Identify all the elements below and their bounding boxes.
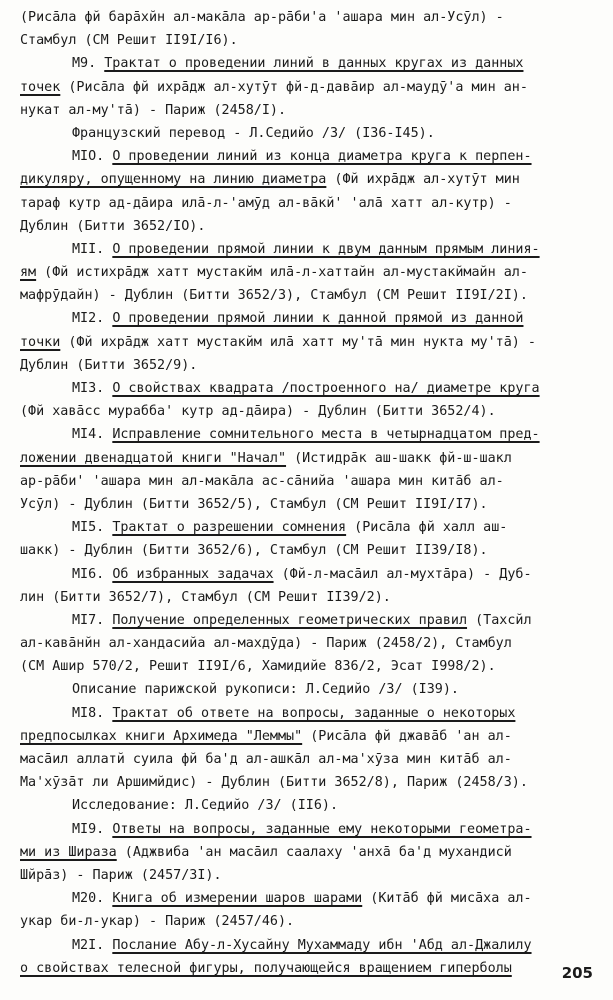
underlined-title-segment: О проведении прямой линии к данной прямой из данной [112, 311, 524, 327]
text-line [20, 748, 593, 771]
text-segment: МI5. [72, 520, 113, 536]
text-segment: (Фй-л-масāил ал-мухтāра) - Дуб- [273, 566, 532, 582]
text-line [20, 400, 593, 423]
text-segment: шакк) - Дублин (Битти 3652/6), Стамбул (СМ Решит II39/I8). [20, 543, 488, 559]
underlined-title-segment: Ответы на вопросы, заданные ему некоторыми геометра- [112, 821, 532, 837]
text-line [20, 957, 593, 980]
text-segment: МI4. [72, 427, 113, 443]
text-segment: Французский перевод - Л.Седийо /3/ (I36-I45). [72, 125, 435, 141]
text-line [20, 29, 593, 52]
text-line [20, 238, 593, 261]
text-segment: ал-кавāнйн ал-хандасийа ал-махдӯда) - Париж (2458/2), Стамбул [20, 636, 512, 652]
text-line [20, 516, 593, 539]
text-segment: Исследование: Л.Седийо /3/ (II6). [72, 798, 339, 814]
text-segment: МIO. [72, 149, 113, 165]
text-segment: (Фй ихрāдж ал-хутӯт мин [326, 172, 520, 188]
text-segment: лин (Битти 3652/7), Стамбул (СМ Решит II39/2). [20, 589, 391, 605]
text-line [20, 887, 593, 910]
text-line [20, 609, 593, 632]
text-line [20, 192, 593, 215]
underlined-title-segment: дикуляру, опущенному на линию диаметра [20, 172, 327, 188]
underlined-title-segment: точек [20, 79, 61, 95]
text-segment: (Фй истихрāдж хатт мустакйм илā-л-хаттайн ал-мустакймайн ал- [36, 265, 528, 281]
underlined-title-segment: Получение определенных геометрических правил [112, 612, 468, 628]
text-line [20, 470, 593, 493]
text-segment: М20. [72, 891, 113, 907]
text-segment: М2I. [72, 937, 113, 953]
text-line [20, 655, 593, 678]
text-line [20, 493, 593, 516]
underlined-title-segment: Книга об измерении шаров шарами [112, 891, 363, 907]
text-segment: (Фй хавāсс мураббa' кутр ад-дāира) - Дублин (Битти 3652/4). [20, 404, 496, 420]
text-segment: (Рисāла фй барāхйн ал-макāла ар-рāби'а 'ашара мин ал-Усӯл) - [20, 10, 504, 25]
underlined-title-segment: о свойствах телесной фигуры, получающейся вращением гиперболы [20, 960, 512, 976]
text-segment: Описание парижской рукописи: Л.Седийо /3/ (I39). [72, 682, 459, 698]
underlined-title-segment: О свойствах квадрата /построенного на/ диаметре круга [112, 381, 540, 396]
text-segment: (СМ Ашир 570/2, Решит II9I/6, Хамидийе 836/2, Эсат I998/2). [20, 659, 496, 675]
text-segment: Усӯл) - Дублин (Битти 3652/5), Стамбул (СМ Решит II9I/I7). [20, 496, 488, 512]
text-segment: масāил аллатй суила фй ба'д ал-ашкāл ал-ма'хӯза мин китāб ал- [20, 752, 512, 767]
underlined-title-segment: предпосылках книги Архимеда "Леммы" [20, 728, 303, 744]
text-line [20, 76, 593, 99]
text-segment: МI6. [72, 566, 113, 582]
underlined-title-segment: ми из Шираза [20, 844, 117, 860]
text-segment: (Истидрāк аш-шакк фй-ш-шакл [286, 450, 512, 466]
text-segment: Шйрāз) - Париж (2457/3I). [20, 867, 222, 883]
text-segment: ар-рāби' 'ашара мин ал-макāла ас-сāнийа 'ашара мин китāб ал- [20, 473, 504, 489]
text-line [20, 307, 593, 330]
text-segment: Дублин (Битти 3652/9). [20, 357, 198, 373]
text-line [20, 423, 593, 446]
text-line [20, 145, 593, 168]
text-line [20, 539, 593, 562]
text-line [20, 377, 593, 400]
text-line [20, 586, 593, 609]
text-line [20, 910, 593, 933]
text-segment: МI7. [72, 612, 113, 628]
text-segment: (Аджвиба 'ан масāил саалаху 'анхā ба'д мухандисй [116, 844, 512, 860]
text-segment: мафрӯдайн) - Дублин (Битти 3652/3), Стамбул (СМ Решит II9I/2I). [20, 288, 528, 304]
text-line [20, 725, 593, 748]
text-segment: Дублин (Битти 3652/IO). [20, 218, 206, 234]
text-line [20, 632, 593, 655]
underlined-title-segment: Об избранных задачах [112, 566, 274, 582]
text-segment: МI8. [72, 705, 113, 721]
text-line [20, 563, 593, 586]
text-segment: МI9. [72, 821, 113, 837]
underlined-title-segment: точки [20, 334, 61, 350]
text-line [20, 354, 593, 377]
text-line [20, 771, 593, 794]
text-line [20, 794, 593, 817]
underlined-title-segment: Трактат о разрешении сомнения [112, 520, 347, 536]
text-line [20, 215, 593, 238]
text-segment: МII. [72, 241, 113, 257]
text-segment: (Рисāла фй халл аш- [346, 520, 508, 536]
text-line [20, 841, 593, 864]
text-line [20, 168, 593, 191]
underlined-title-segment: Послание Абу-л-Хусайну Мухаммаду ибн 'Абд ал-Джалилу [112, 937, 532, 953]
text-segment: (Рисāла фй джавāб 'ан ал- [302, 728, 512, 744]
text-line [20, 261, 593, 284]
text-segment: (Фй ихрāдж хатт мустакйм илā хатт му'тā мин нукта му'тā) - [60, 334, 536, 350]
text-segment: (Рисāла фй ихрāдж ал-хутӯт фй-д-давāир ал-маудӯ'а мин ан- [60, 79, 528, 95]
text-segment: Ма'хӯзāт ли Аршимйдис) - Дублин (Битти 3652/8), Париж (2458/3). [20, 775, 528, 791]
text-line [20, 99, 593, 122]
text-segment: тараф кутр ад-дāира илā-л-'амӯд ал-вāкй' 'алā хатт ал-кутр) - [20, 195, 512, 211]
text-line [20, 818, 593, 841]
text-line [20, 934, 593, 957]
text-line [20, 122, 593, 145]
text-line [20, 331, 593, 354]
text-segment: нукат ал-му'тā) - Париж (2458/I). [20, 102, 287, 118]
text-segment: Стамбул (СМ Решит II9I/I6). [20, 33, 238, 49]
text-segment: (Тахсйл [467, 612, 532, 628]
text-line [20, 702, 593, 725]
text-segment: МI2. [72, 311, 113, 327]
text-line [20, 447, 593, 470]
text-segment: укар би-л-укар) - Париж (2457/46). [20, 914, 295, 930]
text-body [20, 6, 593, 980]
underlined-title-segment: О проведении линий из конца диаметра круга к перпен- [112, 149, 532, 165]
text-line [20, 284, 593, 307]
text-line [20, 6, 593, 29]
text-segment: (Китāб фй мисāха ал- [362, 891, 532, 907]
underlined-title-segment: ям [20, 265, 37, 281]
text-line [20, 864, 593, 887]
text-line [20, 678, 593, 701]
underlined-title-segment: О проведении прямой линии к двум данным прямым линия- [112, 241, 540, 257]
page-number: 205 [561, 964, 593, 982]
underlined-title-segment: Трактат об ответе на вопросы, заданные о некоторых [112, 705, 516, 721]
text-line [20, 52, 593, 75]
underlined-title-segment: Трактат о проведении линий в данных кругах из данных [104, 56, 524, 72]
underlined-title-segment: Исправление сомнительного места в четырнадцатом пред- [112, 427, 540, 443]
underlined-title-segment: ложении двенадцатой книги "Начал" [20, 450, 287, 466]
text-segment: М9. [72, 56, 105, 72]
text-segment: МI3. [72, 381, 113, 396]
